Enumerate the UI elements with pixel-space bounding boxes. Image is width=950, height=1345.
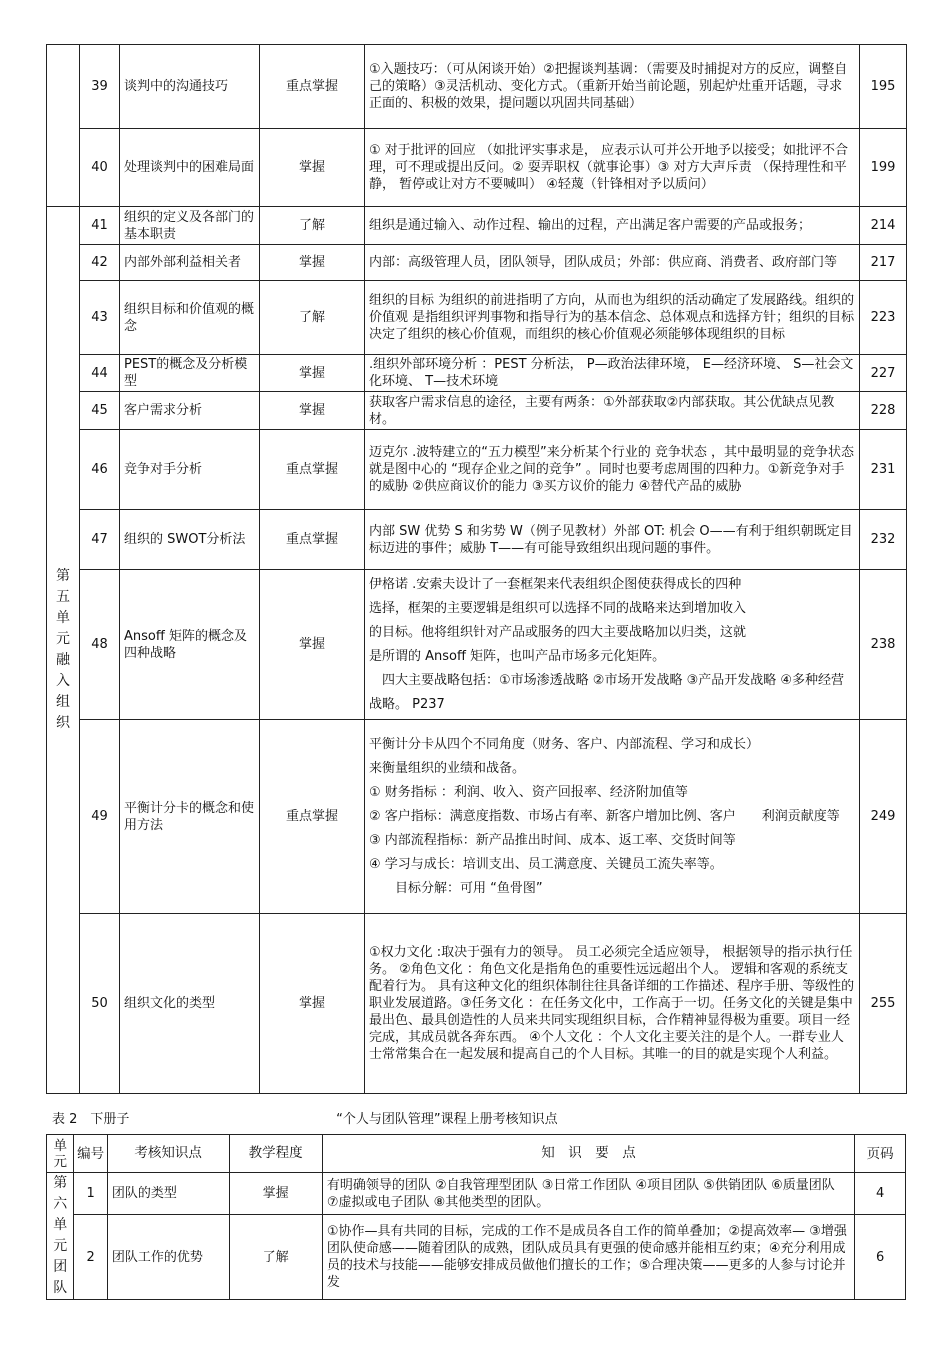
page-number: 227 xyxy=(860,355,907,392)
table-row xyxy=(47,45,907,129)
teaching-level: 掌握 xyxy=(260,129,365,207)
key-point-line: .组织外部环境分析 ：PEST 分析法， P—政治法律环境， E—经济环境、 S—社会文化环境、 T—技术环境 xyxy=(369,357,854,389)
knowledge-point: 内部外部利益相关者 xyxy=(120,245,260,281)
row-number: 50 xyxy=(80,914,120,1094)
page-number: 199 xyxy=(860,129,907,207)
knowledge-point: 竞争对手分析 xyxy=(120,430,260,510)
key-points xyxy=(365,570,860,720)
teaching-level: 掌握 xyxy=(260,355,365,392)
key-point-line: 的目标。他将组织针对产品或服务的四大主要战略加以归类，这就 xyxy=(369,624,747,640)
key-point-line: ① 对于批评的回应 （如批评实事求是， 应表示认可并公开地予以接受；如批评不合理，可不理或提出反问。② 耍弄职权（就事论事）③ 对方大声斥责 （保持理性和平静， 暂停或让对方不要喊叫） ④轻蔑（针锋相对予以质问） xyxy=(369,143,849,192)
knowledge-point: 组织目标和价值观的概念 xyxy=(120,281,260,355)
key-points xyxy=(365,720,860,914)
row-number: 39 xyxy=(80,45,120,129)
knowledge-point: 团队工作的优势 xyxy=(107,1215,229,1300)
key-point-line: 获取客户需求信息的途径，主要有两条：①外部获取②内部获取。其公优缺点见教材。 xyxy=(369,394,835,427)
row-number: 41 xyxy=(80,207,120,245)
key-point-line: 是所谓的 Ansoff 矩阵，也叫产品市场多元化矩阵。 xyxy=(369,648,666,664)
unit-cell-continued xyxy=(47,45,80,207)
row-number: 47 xyxy=(80,510,120,570)
key-points xyxy=(365,914,860,1094)
table-row xyxy=(47,355,907,392)
page-number: 4 xyxy=(855,1173,906,1215)
row-number: 48 xyxy=(80,570,120,720)
key-points xyxy=(322,1215,854,1300)
table-row xyxy=(47,281,907,355)
teaching-level: 重点掌握 xyxy=(260,510,365,570)
teaching-level: 了解 xyxy=(260,207,365,245)
table-row xyxy=(47,129,907,207)
header-topic: 考核知识点 xyxy=(107,1135,229,1173)
header-no: 编号 xyxy=(74,1135,107,1173)
page-number: 255 xyxy=(860,914,907,1094)
key-point-line: 四大主要战略包括：①市场渗透战略 ②市场开发战略 ③产品开发战略 ④多种经营战略。 P237 xyxy=(369,672,845,712)
key-points xyxy=(365,510,860,570)
knowledge-point: PEST的概念及分析模型 xyxy=(120,355,260,392)
teaching-level: 掌握 xyxy=(260,245,365,281)
key-point-line: 迈克尔 .波特建立的“五力模型”来分析某个行业的 竞争状态 ，其中最明显的竞争状态就是图中心的 “现存企业之间的竞争” 。同时也要考虑周围的四种力。①新竞争对手的威胁 ②供应商议价的能力 ③买方议价的能力 ④替代产品的威胁 xyxy=(369,445,854,494)
teaching-level: 重点掌握 xyxy=(260,430,365,510)
unit-label: 第 六 单 元 团 队 xyxy=(47,1173,74,1300)
teaching-level: 掌握 xyxy=(229,1173,322,1215)
page-number: 249 xyxy=(860,720,907,914)
teaching-level: 掌握 xyxy=(260,392,365,430)
key-point-line: 内部 SW 优势 S 和劣势 W（例子见教材）外部 OT: 机会 O——有利于组织朝既定目标迈进的事件；威胁 T——有可能导致组织出现问题的事件。 xyxy=(369,523,853,556)
knowledge-point: 组织的 SWOT分析法 xyxy=(120,510,260,570)
key-point-line: 有明确领导的团队 ②自我管理型团队 ③日常工作团队 ④项目团队 ⑤供销团队 ⑥质量团队 ⑦虚拟或电子团队 ⑧其他类型的团队。 xyxy=(326,1177,835,1210)
page-number: 238 xyxy=(860,570,907,720)
page-number: 6 xyxy=(855,1215,906,1300)
key-points xyxy=(365,245,860,281)
knowledge-point: 客户需求分析 xyxy=(120,392,260,430)
key-point-line: 目标分解：可用 “鱼骨图” xyxy=(369,880,543,896)
key-point-line: 组织的目标 为组织的前进指明了方向，从而也为组织的活动确定了发展路线。组织的价值观 是指组织评判事物和指导行为的基本信念、总体观点和选择方针；组织的目标决定了组织的核心价值观，而组织的核心价值观必须能够体现组织的目标 xyxy=(369,293,855,342)
table-row xyxy=(47,1173,906,1215)
row-number: 44 xyxy=(80,355,120,392)
key-point-line: ①权力文化 :取决于强有力的领导。 员工必须完全适应领导， 根据领导的指示执行任务。 ②角色文化 ：角色文化是指角色的重要性远远超出个人。 逻辑和客观的系统支配着行为。 具有这种文化的组织体制往往具备详细的工作描述、程序手册、等级性的职业发展道路。③任务文化 ：在任务文化中，工作高于一切。任务文化的关键是集中最出色、最具创造性的人员来共同实现组织目标，合作精神显得极为重要。项目一经完成，其成员就各奔东西。 ④个人文化 ：个人文化主要关注的是个人。一群专业人士常常集合在一起发展和提高自己的个人目标。其唯一的目的就是实现个人利益。 xyxy=(369,945,855,1062)
key-point-line: 内部：高级管理人员，团队领导，团队成员；外部：供应商、消费者、政府部门等 xyxy=(369,255,838,270)
key-points xyxy=(365,392,860,430)
row-number: 2 xyxy=(74,1215,107,1300)
table-2-caption xyxy=(52,1108,912,1127)
key-point-line: ③ 内部流程指标：新产品推出时间、成本、返工率、交货时间等 xyxy=(369,832,736,848)
page-number: 214 xyxy=(860,207,907,245)
unit-5-table xyxy=(46,44,907,1094)
page-number: 217 xyxy=(860,245,907,281)
table-row xyxy=(47,510,907,570)
row-number: 42 xyxy=(80,245,120,281)
key-point-line: 选择，框架的主要逻辑是组织可以选择不同的战略来达到增加收入 xyxy=(369,600,747,616)
row-number: 40 xyxy=(80,129,120,207)
unit-label: 第 五 单 元 融 入 组 织 xyxy=(47,207,80,1094)
table-header-row xyxy=(47,1135,906,1173)
key-points xyxy=(365,207,860,245)
table-row xyxy=(47,720,907,914)
page-number: 195 xyxy=(860,45,907,129)
knowledge-point: Ansoff 矩阵的概念及四种战略 xyxy=(120,570,260,720)
knowledge-point: 平衡计分卡的概念和使用方法 xyxy=(120,720,260,914)
key-point-line: 来衡量组织的业绩和战备。 xyxy=(369,760,526,776)
teaching-level: 了解 xyxy=(260,281,365,355)
knowledge-point: 组织的定义及各部门的基本职责 xyxy=(120,207,260,245)
table-row xyxy=(47,245,907,281)
table-row xyxy=(47,1215,906,1300)
row-number: 43 xyxy=(80,281,120,355)
row-number: 1 xyxy=(74,1173,107,1215)
key-points xyxy=(365,45,860,129)
key-point-line: ④ 学习与成长：培训支出、员工满意度、关键员工流失率等。 xyxy=(369,856,723,872)
table-row xyxy=(47,570,907,720)
knowledge-point: 谈判中的沟通技巧 xyxy=(120,45,260,129)
key-points xyxy=(365,129,860,207)
key-point-line: ② 客户指标：满意度指数、市场占有率、新客户增加比例、客户 利润贡献度等 xyxy=(369,808,840,824)
teaching-level: 了解 xyxy=(229,1215,322,1300)
key-point-line: 平衡计分卡从四个不同角度（财务、客户、内部流程、学习和成长） xyxy=(369,736,760,752)
unit-6-table xyxy=(46,1134,906,1300)
header-level: 教学程度 xyxy=(229,1135,322,1173)
table-row xyxy=(47,207,907,245)
teaching-level: 重点掌握 xyxy=(260,720,365,914)
knowledge-point: 组织文化的类型 xyxy=(120,914,260,1094)
table-row xyxy=(47,430,907,510)
key-point-line: ① 财务指标 ：利润、收入、资产回报率、经济附加值等 xyxy=(369,784,688,800)
key-points xyxy=(365,355,860,392)
row-number: 49 xyxy=(80,720,120,914)
key-point-line: 组织是通过输入、动作过程、输出的过程，产出满足客户需要的产品或报务； xyxy=(369,218,812,233)
knowledge-point: 处理谈判中的困难局面 xyxy=(120,129,260,207)
header-unit: 单元 xyxy=(47,1135,74,1173)
key-point-line: ①入题技巧：（可从闲谈开始）②把握谈判基调：（需要及时捕捉对方的反应，调整自己的策略）③灵活机动、变化方式。（重新开始当前论题，别起炉灶重开话题，寻求正面的、积极的效果，提问题以巩固共同基础） xyxy=(369,62,848,111)
key-points xyxy=(365,281,860,355)
caption-left: 表 2 下册子 xyxy=(52,1112,130,1127)
table-row xyxy=(47,914,907,1094)
teaching-level: 重点掌握 xyxy=(260,45,365,129)
header-points: 知 识 要 点 xyxy=(322,1135,854,1173)
row-number: 46 xyxy=(80,430,120,510)
header-page: 页码 xyxy=(855,1135,906,1173)
knowledge-point: 团队的类型 xyxy=(107,1173,229,1215)
row-number: 45 xyxy=(80,392,120,430)
page-number: 223 xyxy=(860,281,907,355)
key-points xyxy=(365,430,860,510)
page-number: 231 xyxy=(860,430,907,510)
key-points xyxy=(322,1173,854,1215)
teaching-level: 掌握 xyxy=(260,914,365,1094)
key-point-line: ①协作—具有共同的目标，完成的工作不是成员各自工作的简单叠加；②提高效率— ③增强团队使命感——随着团队的成熟，团队成员具有更强的使命感并能相互约束；④充分利用成员的技术与技能——能够安排成员做他们擅长的工作；⑤合理决策——更多的人参与讨论并发 xyxy=(326,1224,847,1291)
caption-center: “个人与团队管理”课程上册考核知识点 xyxy=(336,1112,558,1127)
table-row xyxy=(47,392,907,430)
page-number: 228 xyxy=(860,392,907,430)
page-number: 232 xyxy=(860,510,907,570)
key-point-line: 伊格诺 .安索夫设计了一套框架来代表组织企图使获得成长的四种 xyxy=(369,576,742,592)
teaching-level: 掌握 xyxy=(260,570,365,720)
